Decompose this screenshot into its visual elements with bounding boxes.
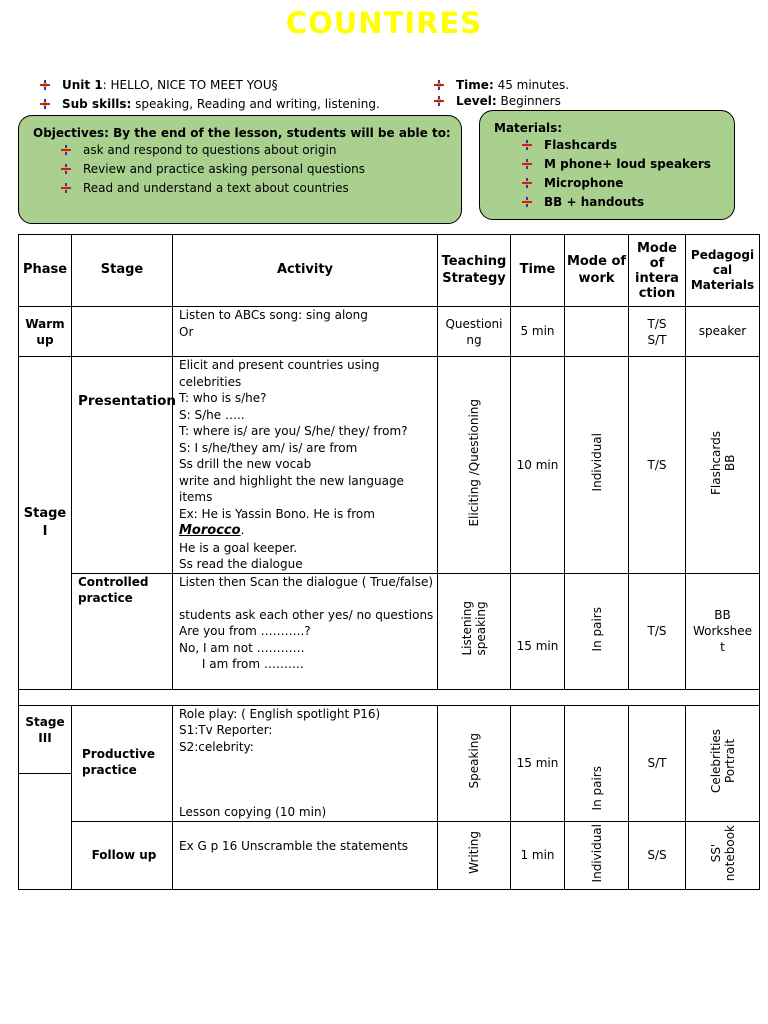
productive-materials [686,705,760,821]
strategy-text: Questioni [445,316,503,331]
plus-bullet-icon [522,178,532,188]
followup-time: 1 min [511,821,565,889]
phase-text: Warm [25,316,65,331]
work-text: In pairs [589,606,604,651]
page-title: COUNTIRES [285,6,483,40]
activity-line: Are you from ………..? [179,624,311,638]
plus-bullet-icon [522,140,532,150]
header-text: Pedagogi [690,248,755,262]
controlled-row [19,573,760,689]
work-text: Individual [589,823,604,882]
lesson-plan-table [18,234,760,890]
header-text: Materials [690,278,755,292]
warmup-phase [19,307,72,357]
unit-value: : HELLO, NICE TO MEET YOU§ [102,78,278,92]
productive-stage [72,705,173,821]
materials-list [522,136,711,212]
stage3-phase [19,705,72,889]
material-text: M phone+ loud speakers [544,157,711,171]
activity-line: S: S/he ….. [179,407,245,422]
followup-strategy [438,821,511,889]
plus-bullet-icon [61,164,71,174]
plus-bullet-icon [40,99,50,109]
material-text: Microphone [544,176,624,190]
controlled-time: 15 min [511,573,565,689]
warmup-strategy [438,307,511,357]
productive-time: 15 min [511,705,565,821]
phase-text: Stage [23,505,67,521]
lesson-info-left [40,76,380,114]
controlled-stage [72,573,173,689]
material-item [522,155,711,174]
spacer-row [19,689,760,705]
phase-text: I [42,523,48,539]
objectives-box [18,115,462,224]
activity-line: T: who is s/he? [179,391,267,405]
followup-work [565,821,629,889]
work-text: Individual [589,433,604,492]
activity-line: Or [179,324,194,339]
activity-line: Listen to ABCs song: sing along [179,308,368,322]
unit-line [40,76,380,95]
material-line: Portrait [722,738,737,783]
header-teaching-strategy: Teaching Strategy [438,235,511,307]
strategy-text: Speaking [467,733,481,789]
interaction-text: S/T [647,332,667,347]
objective-text: ask and respond to questions about origin [83,143,337,157]
strategy-text: ng [466,332,482,347]
objective-item [61,179,365,198]
activity-line: Role play: ( English spotlight P16) [179,706,381,721]
material-line: SS' [708,843,723,863]
warmup-activity [173,307,438,357]
material-line: BB [714,608,731,622]
plus-bullet-icon [61,145,71,155]
lesson-info-right [434,76,569,111]
objective-text: Review and practice asking personal questions [83,162,366,176]
level-line [434,92,569,111]
material-text: Flashcards [544,138,617,152]
activity-line: No, I am not ………… [179,640,305,655]
followup-materials [686,821,760,889]
materials-text [709,825,737,881]
time-value: 45 minutes. [493,78,570,92]
controlled-materials [686,573,760,689]
followup-interaction: S/S [629,821,686,889]
header-text: ction [638,285,676,301]
header-phase: Phase [19,235,72,307]
unit-label: Unit 1 [62,78,103,92]
activity-line: Ss drill the new vocab [179,457,312,471]
activity-line: S: I s/he/they am/ is/ are from [179,440,358,455]
subskills-label: Sub skills: [62,97,132,111]
header-text: of [649,255,665,271]
objectives-list [61,141,365,198]
stage-text: practice [78,591,133,605]
objectives-heading: Objectives: By the end of the lesson, students will be able to: [33,126,451,140]
objective-item [61,141,365,160]
objective-text: Read and understand a text about countries [83,181,349,195]
material-line: t [720,640,725,654]
followup-row [19,821,760,889]
productive-interaction: S/T [629,705,686,821]
subskills-value: speaking, Reading and writing, listening. [131,97,380,111]
plus-bullet-icon [434,96,444,106]
controlled-activity [173,573,438,689]
stage-text: Productive [82,746,156,761]
productive-strategy [438,705,511,821]
phase-text: up [36,332,54,347]
strategy-text [460,601,488,656]
activity-line: S2:celebrity: [179,739,254,754]
plus-bullet-icon [40,80,50,90]
stage1-phase [19,357,72,690]
header-text: cal [712,263,733,277]
materials-heading: Materials: [494,121,563,135]
header-mode-of-work: Mode of work [565,235,629,307]
materials-box [479,110,735,220]
work-text: In pairs [589,765,604,810]
header-activity: Activity [173,235,438,307]
followup-stage: Follow up [72,821,173,889]
strategy-line: speaking [474,601,488,656]
phase-text: Stage [25,714,65,729]
presentation-time: 10 min [511,357,565,574]
plus-bullet-icon [522,197,532,207]
material-item [522,174,711,193]
subskills-line [40,95,380,114]
activity-line: Lesson copying (10 min) [179,805,327,819]
strategy-text: Eliciting /Questioning [467,398,481,527]
header-stage: Stage [72,235,173,307]
presentation-row [19,357,760,574]
stage-text: practice [82,763,137,777]
plus-bullet-icon [61,183,71,193]
strategy-text: Writing [467,831,481,875]
activity-line: T: where is/ are you/ S/he/ they/ from? [179,424,408,438]
header-text: intera [635,270,679,286]
productive-activity [173,705,438,821]
warmup-interaction [629,307,686,357]
objective-item [61,160,365,179]
material-item [522,136,711,155]
presentation-stage: Presentation [72,357,173,574]
strategy-line: Listening [460,601,474,657]
presentation-interaction: T/S [629,357,686,574]
time-label: Time: [456,78,494,92]
activity-line [179,506,437,540]
presentation-activity [173,357,438,574]
materials-text [709,431,737,495]
warmup-stage [72,307,173,357]
activity-line: Elicit and present countries using [179,358,380,372]
warmup-materials: speaker [686,307,760,357]
level-label: Level: [456,94,497,108]
material-line: notebook [722,824,737,881]
controlled-strategy [438,573,511,689]
controlled-work [565,573,629,689]
spacer-cell [19,689,72,705]
presentation-strategy [438,357,511,574]
warmup-row [19,307,760,357]
material-line: BB [722,454,737,471]
material-line: Celebrities [708,728,723,793]
example-country: Morocco [179,523,241,538]
phase-text: III [38,730,52,745]
interaction-text: T/S [647,316,667,331]
activity-line: write and highlight the new language items [179,473,404,504]
materials-text [709,729,737,793]
controlled-interaction: T/S [629,573,686,689]
warmup-work [565,307,629,357]
material-line: Workshee [692,624,752,638]
activity-line: S1:Tv Reporter: [179,723,273,737]
presentation-work [565,357,629,574]
level-value: Beginners [496,94,561,108]
material-item [522,193,711,212]
header-time: Time [511,235,565,307]
productive-work [565,705,629,821]
presentation-materials [686,357,760,574]
stage-text: Controlled [78,574,149,589]
activity-line: Listen then Scan the dialogue ( True/false) [179,574,434,589]
header-pedagogical-materials [686,235,760,307]
spacer-cell [72,689,760,705]
header-mode-of-interaction [629,235,686,307]
activity-line: Ss read the dialogue [179,557,303,571]
material-line: Flashcards [708,430,723,495]
activity-line [179,590,437,607]
example-suffix: . [240,523,245,537]
warmup-time: 5 min [511,307,565,357]
followup-activity: Ex G p 16 Unscramble the statements [173,821,438,889]
example-text: Ex: He is Yassin Bono. He is from [179,506,375,521]
plus-bullet-icon [434,80,444,90]
stage3-label [19,706,71,774]
header-text: Mode [637,240,677,256]
productive-row [19,705,760,821]
plus-bullet-icon [522,159,532,169]
activity-line: I am from ………. [179,657,304,671]
activity-line: He is a goal keeper. [179,540,298,555]
material-text: BB + handouts [544,195,645,209]
activity-line: celebrities [179,374,242,389]
activity-line: students ask each other yes/ no questions [179,607,434,622]
header-row [19,235,760,307]
